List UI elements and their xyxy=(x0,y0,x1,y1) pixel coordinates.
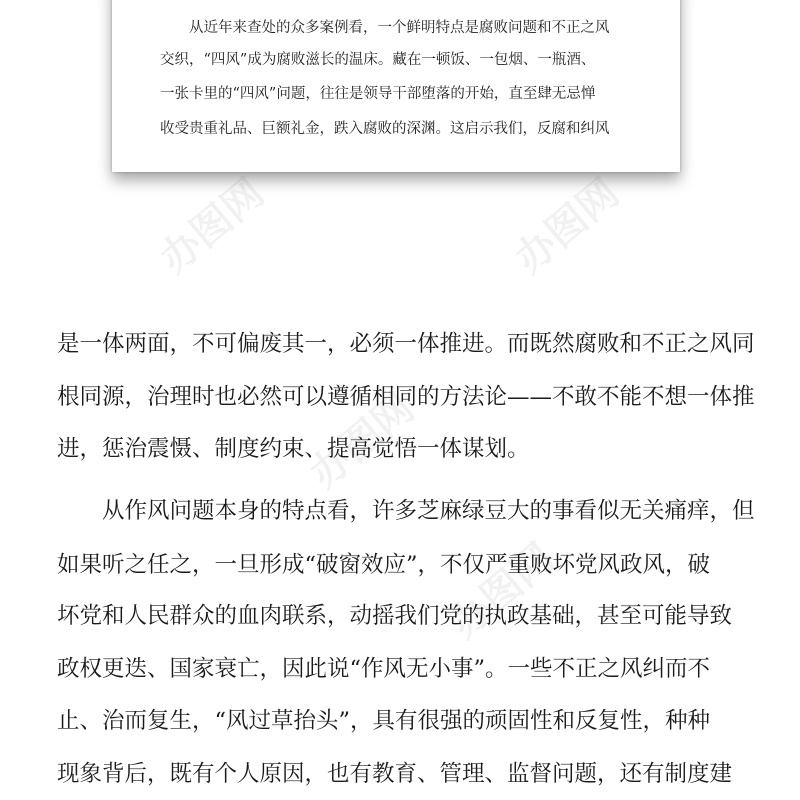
article-line: 如果听之任之，一旦形成“破窗效应”，不仅严重败坏党风政风，破 xyxy=(57,552,711,578)
article-line: 是一体两面，不可偏废其一，必须一体推进。而既然腐败和不正之风同 xyxy=(57,331,755,357)
article-line: 根同源，治理时也必然可以遵循相同的方法论——不敢不能不想一体推 xyxy=(57,384,755,410)
article-line: 进，惩治震慑、制度约束、提高觉悟一体谋划。 xyxy=(57,436,530,462)
article-line: 从作风问题本身的特点看，许多芝麻绿豆大的事看似无关痛痒，但 xyxy=(57,498,755,524)
watermark: 办图网 xyxy=(151,169,273,283)
excerpt-line: 交织，“四风”成为腐败滋长的温床。藏在一顿饭、一包烟、一瓶酒、 xyxy=(160,52,596,68)
watermark: 办图网 xyxy=(441,534,563,648)
article-line: 坏党和人民群众的血肉联系，动摇我们党的执政基础，甚至可能导致 xyxy=(57,603,733,629)
article-line: 止、治而复生，“风过草抬头”，具有很强的顽固性和反复性，种种 xyxy=(57,708,711,734)
article-line: 政权更迭、国家衰亡，因此说“作风无小事”。一些不正之风纠而不 xyxy=(57,656,711,682)
watermark: 办图网 xyxy=(301,384,423,498)
watermark: 办图网 xyxy=(506,169,628,283)
article-line: 现象背后，既有个人原因，也有教育、管理、监督问题，还有制度建 xyxy=(57,761,733,787)
excerpt-line xyxy=(160,0,660,5)
excerpt-line: 收受贵重礼品、巨额礼金，跌入腐败的深渊。这启示我们，反腐和纠风 xyxy=(160,121,610,137)
excerpt-line: 从近年来查处的众多案例看，一个鲜明特点是腐败问题和不正之风 xyxy=(160,20,610,36)
excerpt-line: 一张卡里的“四风”问题，往往是领导干部堕落的开始，直至肆无忌惮 xyxy=(160,86,596,102)
excerpt-card xyxy=(112,0,680,172)
